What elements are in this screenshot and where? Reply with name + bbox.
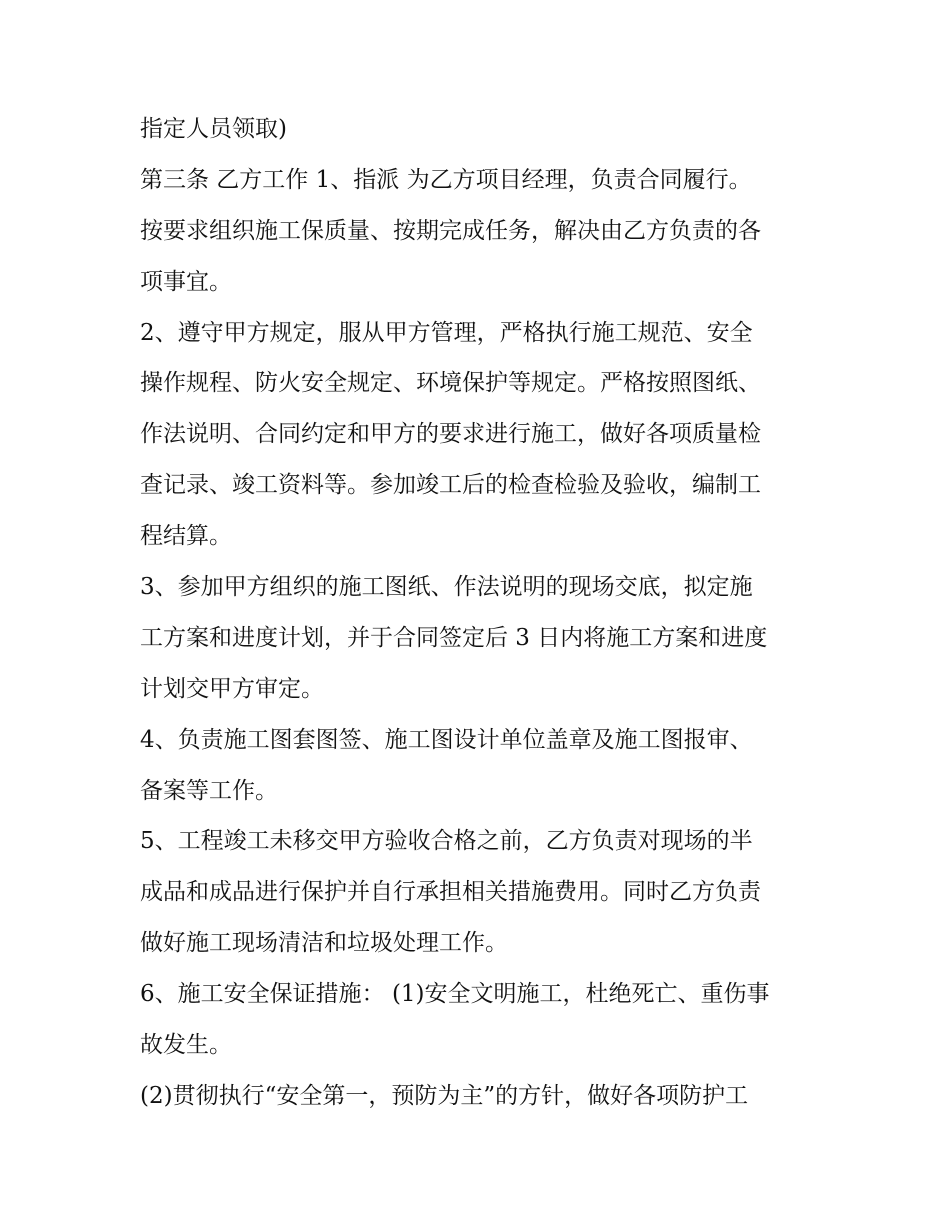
text-line: 成品和成品进行保护并自行承担相关措施费用。同时乙方负责	[140, 879, 761, 906]
text-line: 计划交甲方审定。	[140, 675, 324, 702]
text-line: 5、工程竣工未移交甲方验收合格之前，乙方负责对现场的半	[140, 828, 753, 855]
text-line: 程结算。	[140, 523, 232, 550]
text-line: 6、施工安全保证措施： (1)安全文明施工，杜绝死亡、重伤事	[140, 981, 770, 1008]
text-line: 备案等工作。	[140, 777, 278, 804]
text-line: 第三条 乙方工作 1、指派 为乙方项目经理，负责合同履行。	[140, 166, 752, 193]
text-line: 4、负责施工图套图签、施工图设计单位盖章及施工图报审、	[140, 726, 753, 753]
document-body	[140, 104, 820, 1122]
text-line: 按要求组织施工保质量、按期完成任务，解决由乙方负责的各	[140, 217, 761, 244]
text-line: 查记录、竣工资料等。参加竣工后的检查检验及验收，编制工	[140, 472, 761, 499]
text-line: 故发生。	[140, 1032, 232, 1059]
text-line: 作法说明、合同约定和甲方的要求进行施工，做好各项质量检	[140, 421, 761, 448]
text-line: 3、参加甲方组织的施工图纸、作法说明的现场交底，拟定施	[140, 574, 753, 601]
text-line: 工方案和进度计划，并于合同签定后 3 日内将施工方案和进度	[140, 624, 768, 651]
text-line: (2)贯彻执行“安全第一，预防为主”的方针，做好各项防护工	[140, 1082, 749, 1109]
text-line: 指定人员领取)	[140, 116, 287, 142]
text-line: 做好施工现场清洁和垃圾处理工作。	[140, 930, 508, 957]
text-line: 项事宜。	[140, 268, 232, 295]
text-line: 操作规程、防火安全规定、环境保护等规定。严格按照图纸、	[140, 370, 761, 397]
text-line: 2、遵守甲方规定，服从甲方管理，严格执行施工规范、安全	[140, 319, 753, 346]
